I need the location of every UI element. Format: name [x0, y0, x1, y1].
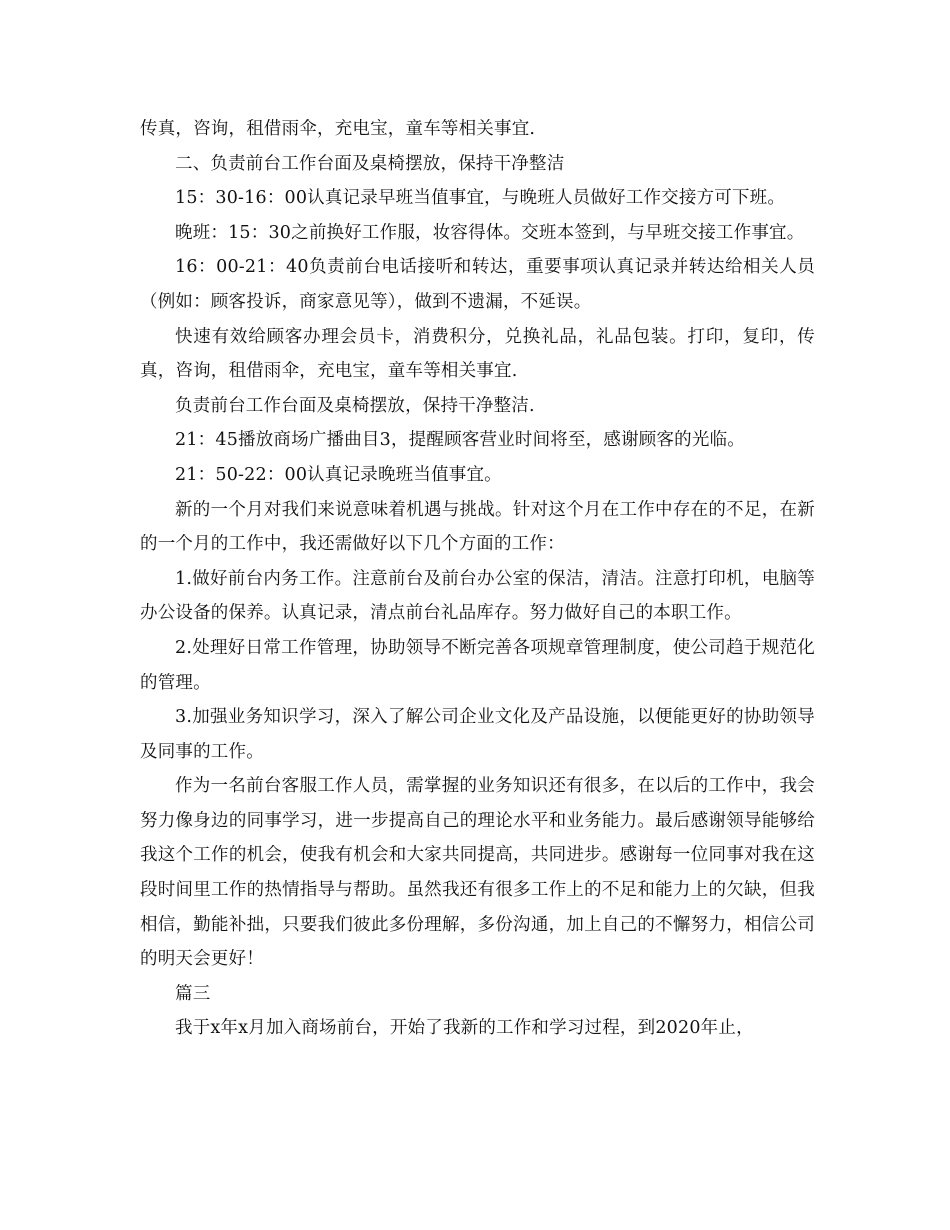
paragraph: 15：30-16：00认真记录早班当值事宜，与晚班人员做好工作交接方可下班。 — [175, 188, 786, 209]
paragraph: 作为一名前台客服工作人员，需掌握的业务知识还有很多，在以后的工作中，我会努力像身边的同事学习，进一步提高自己的理论水平和业务能力。最后感谢领导能够给我这个工作的机会，使我有机会和大家共同提高，共同进步。感谢每一位同事对我在这段时间里工作的热情指导与帮助。虽然我还有很多工作上的不足和能力上的欠缺，但我相信，勤能补拙，只要我们彼此多份理解，多份沟通，加上自己的不懈努力，相信公司的明天会更好！ — [140, 776, 815, 970]
paragraph: 21：50-22：00认真记录晚班当值事宜。 — [175, 464, 502, 485]
paragraph: 21：45播放商场广播曲目3，提醒顾客营业时间将至，感谢顾客的光临。 — [175, 430, 745, 451]
paragraph: 快速有效给顾客办理会员卡，消费积分，兑换礼品，礼品包装。打印，复印，传真，咨询，租借雨伞，充电宝，童车等相关事宜. — [140, 326, 815, 382]
list-item: 2.处理好日常工作管理，协助领导不断完善各项规章管理制度，使公司趋于规范化的管理。 — [140, 637, 815, 693]
list-item: 3.加强业务知识学习，深入了解公司企业文化及产品设施，以便能更好的协助领导及同事的工作。 — [140, 707, 815, 762]
paragraph: 16：00-21：40负责前台电话接听和转达，重要事项认真记录并转达给相关人员（例如：顾客投诉，商家意见等），做到不遗漏，不延误。 — [140, 257, 815, 312]
section-heading: 二、负责前台工作台面及桌椅摆放，保持干净整洁 — [175, 153, 565, 174]
paragraph: 新的一个月对我们来说意味着机遇与挑战。针对这个月在工作中存在的不足，在新的一个月的工作中，我还需做好以下几个方面的工作： — [140, 499, 815, 555]
list-item: 1.做好前台内务工作。注意前台及前台办公室的保洁，清洁。注意打印机，电脑等办公设备的保养。认真记录，清点前台礼品库存。努力做好自己的本职工作。 — [140, 568, 815, 624]
section-title: 篇三 — [175, 983, 211, 1004]
paragraph: 晚班：15：30之前换好工作服，妆容得体。交班本签到，与早班交接工作事宜。 — [175, 222, 805, 243]
document-body — [140, 112, 815, 1046]
paragraph: 我于x年x月加入商场前台，开始了我新的工作和学习过程，到2020年止， — [175, 1018, 754, 1039]
paragraph: 传真，咨询，租借雨伞，充电宝，童车等相关事宜. — [140, 119, 536, 139]
paragraph: 负责前台工作台面及桌椅摆放，保持干净整洁. — [175, 395, 535, 416]
